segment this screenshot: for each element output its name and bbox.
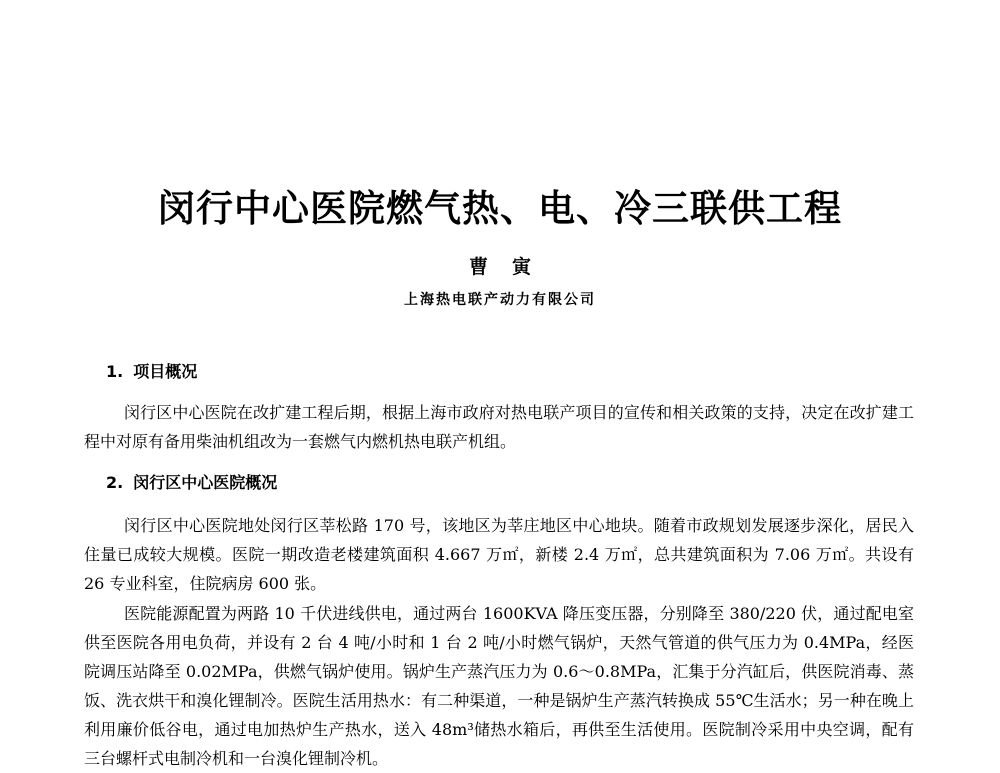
section-heading-text: 闵行区中心医院概况 [133,473,278,492]
author-affiliation: 上海热电联产动力有限公司 [404,292,596,308]
section-2-paragraph-1: 闵行区中心医院地处闵行区莘松路 170 号，该地区为莘庄地区中心地块。随着市政规划发展逐步深化，居民入住量已成较大规模。医院一期改造老楼建筑面积 4.667 万㎡，新楼 2.4 万㎡，总共建筑面积为 7.06 万㎡。共设有 26 专业科室，住院病房 600 张。 [84,516,914,593]
section-number: 2. [106,473,124,492]
section-1-paragraph-1: 闵行区中心医院在改扩建工程后期，根据上海市政府对热电联产项目的宣传和相关政策的支持，决定在改扩建工程中对原有备用柴油机组改为一套燃气内燃机热电联产机组。 [84,403,914,451]
document-title: 闵行中心医院燃气热、电、冷三联供工程 [158,187,842,230]
section-heading-1 [106,361,197,383]
section-2-paragraph-2: 医院能源配置为两路 10 千伏进线供电，通过两台 1600KVA 降压变压器，分别降至 380/220 伏，通过配电室供至医院各用电负荷，并设有 2 台 4 吨/小时和 1 台 2 吨/小时燃气锅炉，天然气管道的供气压力为 0.4MPa，经医院调压站降至 0.02MPa，供燃气锅炉使用。锅炉生产蒸汽压力为 0.6～0.8MPa，汇集于分汽缸后，供医院消毒、蒸饭、洗衣烘干和溴化锂制冷。医院生活用热水：有二种渠道，一种是锅炉生产蒸汽转换成 55℃生活水；另一种在晚上利用廉价低谷电，通过电加热炉生产热水，送入 48m³储热水箱后，再供至生活使用。医院制冷采用中央空调，配有三台螺杆式电制冷机和一台溴化锂制冷机。 [84,604,914,768]
section-number: 1. [106,362,124,381]
section-heading-2 [106,472,277,494]
section-heading-text: 项目概况 [133,362,198,381]
author-name: 曹寅 [468,256,555,278]
